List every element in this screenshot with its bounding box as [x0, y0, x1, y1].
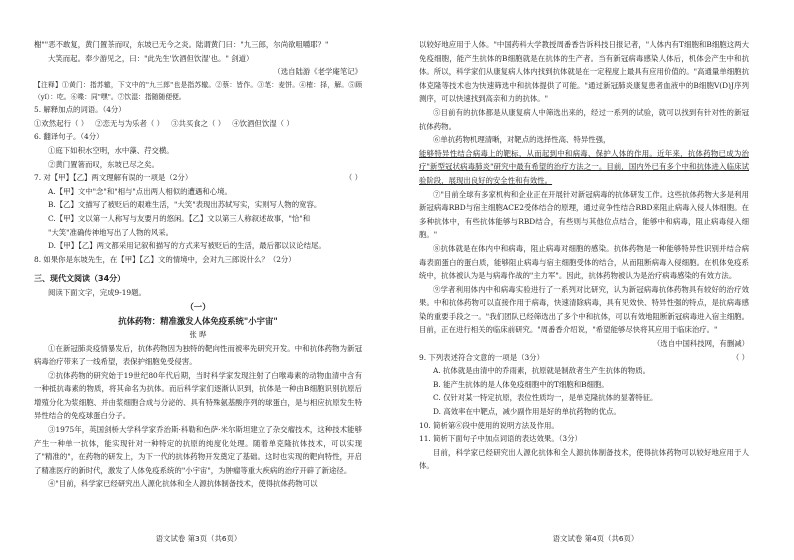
q5-item: ①欢然起行（ ）: [34, 118, 89, 128]
part-label: （一）: [185, 301, 211, 312]
q9-option: D. 高效率在中靶点，减少副作用是好的单抗药物的优点。: [433, 407, 621, 417]
poem-line: 大笑而起。奉少游见之，曰："此先生'饮酒但饮湿'也。" 剑道）: [48, 53, 254, 63]
article-paragraph: ⑨学者利用体内中和病毒实验进行了一系列对比研究，认为新冠病毒抗体药物具有较好的治疗效果。中和抗体药物可以直接作用于病毒，快速清除病毒，具有见效快、特异性强的特点，是抗病毒感染的重要手段之一。"我们团队已经筛选出了多个中和抗体，可以有效地阻断新冠病毒进入宿主细胞。目前，正在进行相关的临床前研究。"周番香介绍说，"希望能够尽快将其应用于临床治疗。": [419, 284, 749, 335]
question-6-stem: 6. 翻译句子。（4分）: [34, 132, 104, 142]
answer-paren: （ ）: [731, 352, 749, 362]
section-heading: 三、现代文阅读（34分）: [34, 274, 126, 284]
q7-option: B.【乙】文描写了被贬后的艰难生活，"大笑"表现出苏轼写实，实则写人物的宽容。: [48, 200, 322, 210]
article-title: 抗体药物：精准激发人体免疫系统"小宇宙": [118, 315, 278, 326]
poem-line: 榭""恶不敢复，黄门置茶而叹，东坡已无今之炎。陆谓黄门曰："九三郎，尔尚欲咀嚼耶？": [34, 40, 329, 49]
question-10: 10. 简析第⑥段中使用的说明方法及作用。: [419, 420, 559, 430]
question-5-stem: 5. 解释加点的词语。（4分）: [34, 105, 126, 115]
q5-item: ④饮酒但饮湿（ ）: [232, 118, 294, 128]
article-paragraph: ⑦"目前全球有多家机构和企业正在开展针对新冠病毒的抗体研发工作。这些抗体药物大多是利用新冠病毒RBD与宿主细胞ACE2受体结合的原理，通过竞争性结合RBD来阻止病毒入侵人体细胞。在多种抗体中，有些抗体能够与RBD结合，有些则与其他位点结合，能够中和病毒，阻止病毒侵入细胞。": [419, 189, 749, 240]
q11-quote: 目前，科学家已经研究出人源化抗体和全人源抗体制备技术，使得抗体药物可以较好地应用于人体。: [419, 447, 749, 471]
question-9-stem: 9. 下列表述符合文意的一项是（3分） （ ）: [419, 351, 749, 365]
article-paragraph: ⑥单抗药物机理清晰，对靶点的选择性高、特异性强，: [433, 135, 611, 145]
q5-item: ③共买食之（ ）: [171, 118, 226, 128]
question-5-items: [34, 117, 362, 131]
q7-option: "大笑"准确传神地写出了人物的风采。: [48, 227, 174, 237]
q9-option: B. 能产生抗体的是人体免疫细胞中的T细胞和B细胞。: [433, 379, 609, 389]
q7-option: A.【甲】文中"念"和"相与"点出两人相似的遭遇和心境。: [48, 186, 232, 196]
q7-option: D.【甲】【乙】两文都采用记叙和描写的方式来写被贬后的生活，最后都以议论结尾。: [48, 241, 326, 251]
article-paragraph: 以较好地应用于人体。"中国药科大学教授周番香告诉科技日报记者，"人体内有T细胞和B细胞这两大免疫细胞，能产生抗体的B细胞就是在抗体的生产者。当有新冠病毒感染人体后，机体会产生中和抗体。所以，科学家们从康复病人体内找到抗体就是在一定程度上最具有应用价值的。"高通量单细胞抗体克隆等技术也为快速筛选中和抗体提供了可能。"通过新冠肺炎康复患者血液中的B细胞V(D)J序列测序，可以快速找到高亲和力的抗体。": [419, 40, 749, 104]
question-8: 8. 如果你是东坡先生，在【甲】【乙】文的情境中，会对九三郎说什么？（2分）: [34, 254, 296, 264]
q5-item: ②恋无与为乐者（ ）: [95, 118, 165, 128]
page-footer: 语文试卷 第3页（共6页）: [155, 534, 242, 543]
article-paragraph: ①在新冠肺炎疫情暴发后，抗体药物因为独特的靶向性而被率先研究开发。中和抗体药物为新冠病毒治疗带来了一线希望，表保护细胞免受侵害。: [34, 343, 362, 367]
q6-item: ①庭下如积水空明，水中藻、荇交横。: [48, 145, 174, 155]
page-right: [397, 0, 794, 560]
question-7-stem: 7. 对【甲】【乙】两文理解有误的一项是（2分） （ ）: [34, 171, 362, 185]
q9-option: C. 仅针对某一特定抗原，表位性质均一，是单克隆抗体的显著特征。: [433, 393, 658, 403]
source-note: （选自中国科技网，有删减）: [652, 339, 749, 349]
article-paragraph: ③1975年，英国剑桥大学科学家乔治斯·科勒和色萨·米尔斯坦建立了杂交瘤技术，这种技术能够产生一种单一抗体，能实现针对一种特定的抗原的纯度化处理。随着单克隆抗体技术，可以实现了"精准的"，在药物的研发上，为下一代的抗体药物开发奠定了基础。这时也实现的靶向特性，开启了精准医疗的新时代，激发了人体免疫系统的"小宇宙"，为肿瘤等重大疾病的治疗开辟了新途径。: [34, 425, 362, 475]
underlined-passage: 能够特异性结合病毒上的靶标，从而起到中和病毒、保护人体的作用。近年来，抗体药物已成为治疗"新型冠状病毒肺炎"研究中最有希望的治疗方法之一。目前，国内外已有多个中和抗体进入临床试验阶段，展现出良好的安全性和有效性。: [419, 148, 749, 185]
question-11-stem: 11. 简析下面句子中加点词语的表达效果。（3分）: [419, 434, 582, 444]
q7-option: C.【甲】文以第一人称写与友要月的悠闲。【乙】文以第三人称叙述故事，"恰"和: [48, 213, 311, 223]
article-paragraph: ④"目前，科学家已经研究出人源化抗体和全人源抗体制备技术，使得抗体药物可以: [48, 479, 318, 489]
right-column: [419, 38, 749, 473]
article-paragraph: ⑤目前有的抗体都是从康复病人中筛选出来的，经过一系列的试验，就可以找到有针对性的新冠抗体药物。: [419, 107, 749, 131]
article-author: 张 晔: [189, 329, 207, 339]
page-footer: 语文试卷 第4页（共6页）: [552, 534, 639, 543]
answer-paren: （ ）: [344, 173, 362, 183]
section-intro: 阅读下面文字，完成9-19题。: [48, 288, 146, 298]
article-paragraph: ②抗体药物的研究始于19世纪80年代后期，当时科学家发现注射了白喉毒素的动物血清中含有一种抵抗毒素的物质，将其命名为抗体。而后科学家们逐渐认识到，抗体是一种由B细胞识别抗原后增殖分化为浆细胞、并由浆细胞合成与分泌的、具有特殊氨基酸序列的球蛋白，是与相应抗原发生特异性结合的免疫球蛋白分子。: [34, 370, 362, 421]
article-paragraph: ⑧抗体就是在体内中和病毒，阻止病毒对细胞的感染。抗体药物是一种能够特异性识别并结合病毒表面蛋白的蛋白质，能够阻止病毒与宿主细胞受体的结合，从而阻断病毒入侵细胞。在机体免疫系统中，抗体被认为是与病毒作战的"主力军"。因此，抗体药物被认为是治疗病毒感染的有效方法。: [419, 243, 749, 281]
q9-option: A. 抗体就是由清中的乔雨素，抗原就是制敌者生产生抗体的物质。: [433, 366, 650, 376]
source-note: （选自陆游《老学庵笔记》: [273, 67, 362, 77]
annotation-note: 【注释】①黄门：指苏辙，下文中的"九三郎"也是指苏辙。②蔡：皆作。③芼：麦饼。④榷：择，解。⑤顾（yǐ）：吃。⑥喋：同"嘿"。⑦饮湿：指随随便便。: [34, 80, 362, 101]
q6-item: ②黄门置箸而叹，东坡已尽之矣。: [48, 159, 159, 169]
left-column: [34, 38, 362, 491]
